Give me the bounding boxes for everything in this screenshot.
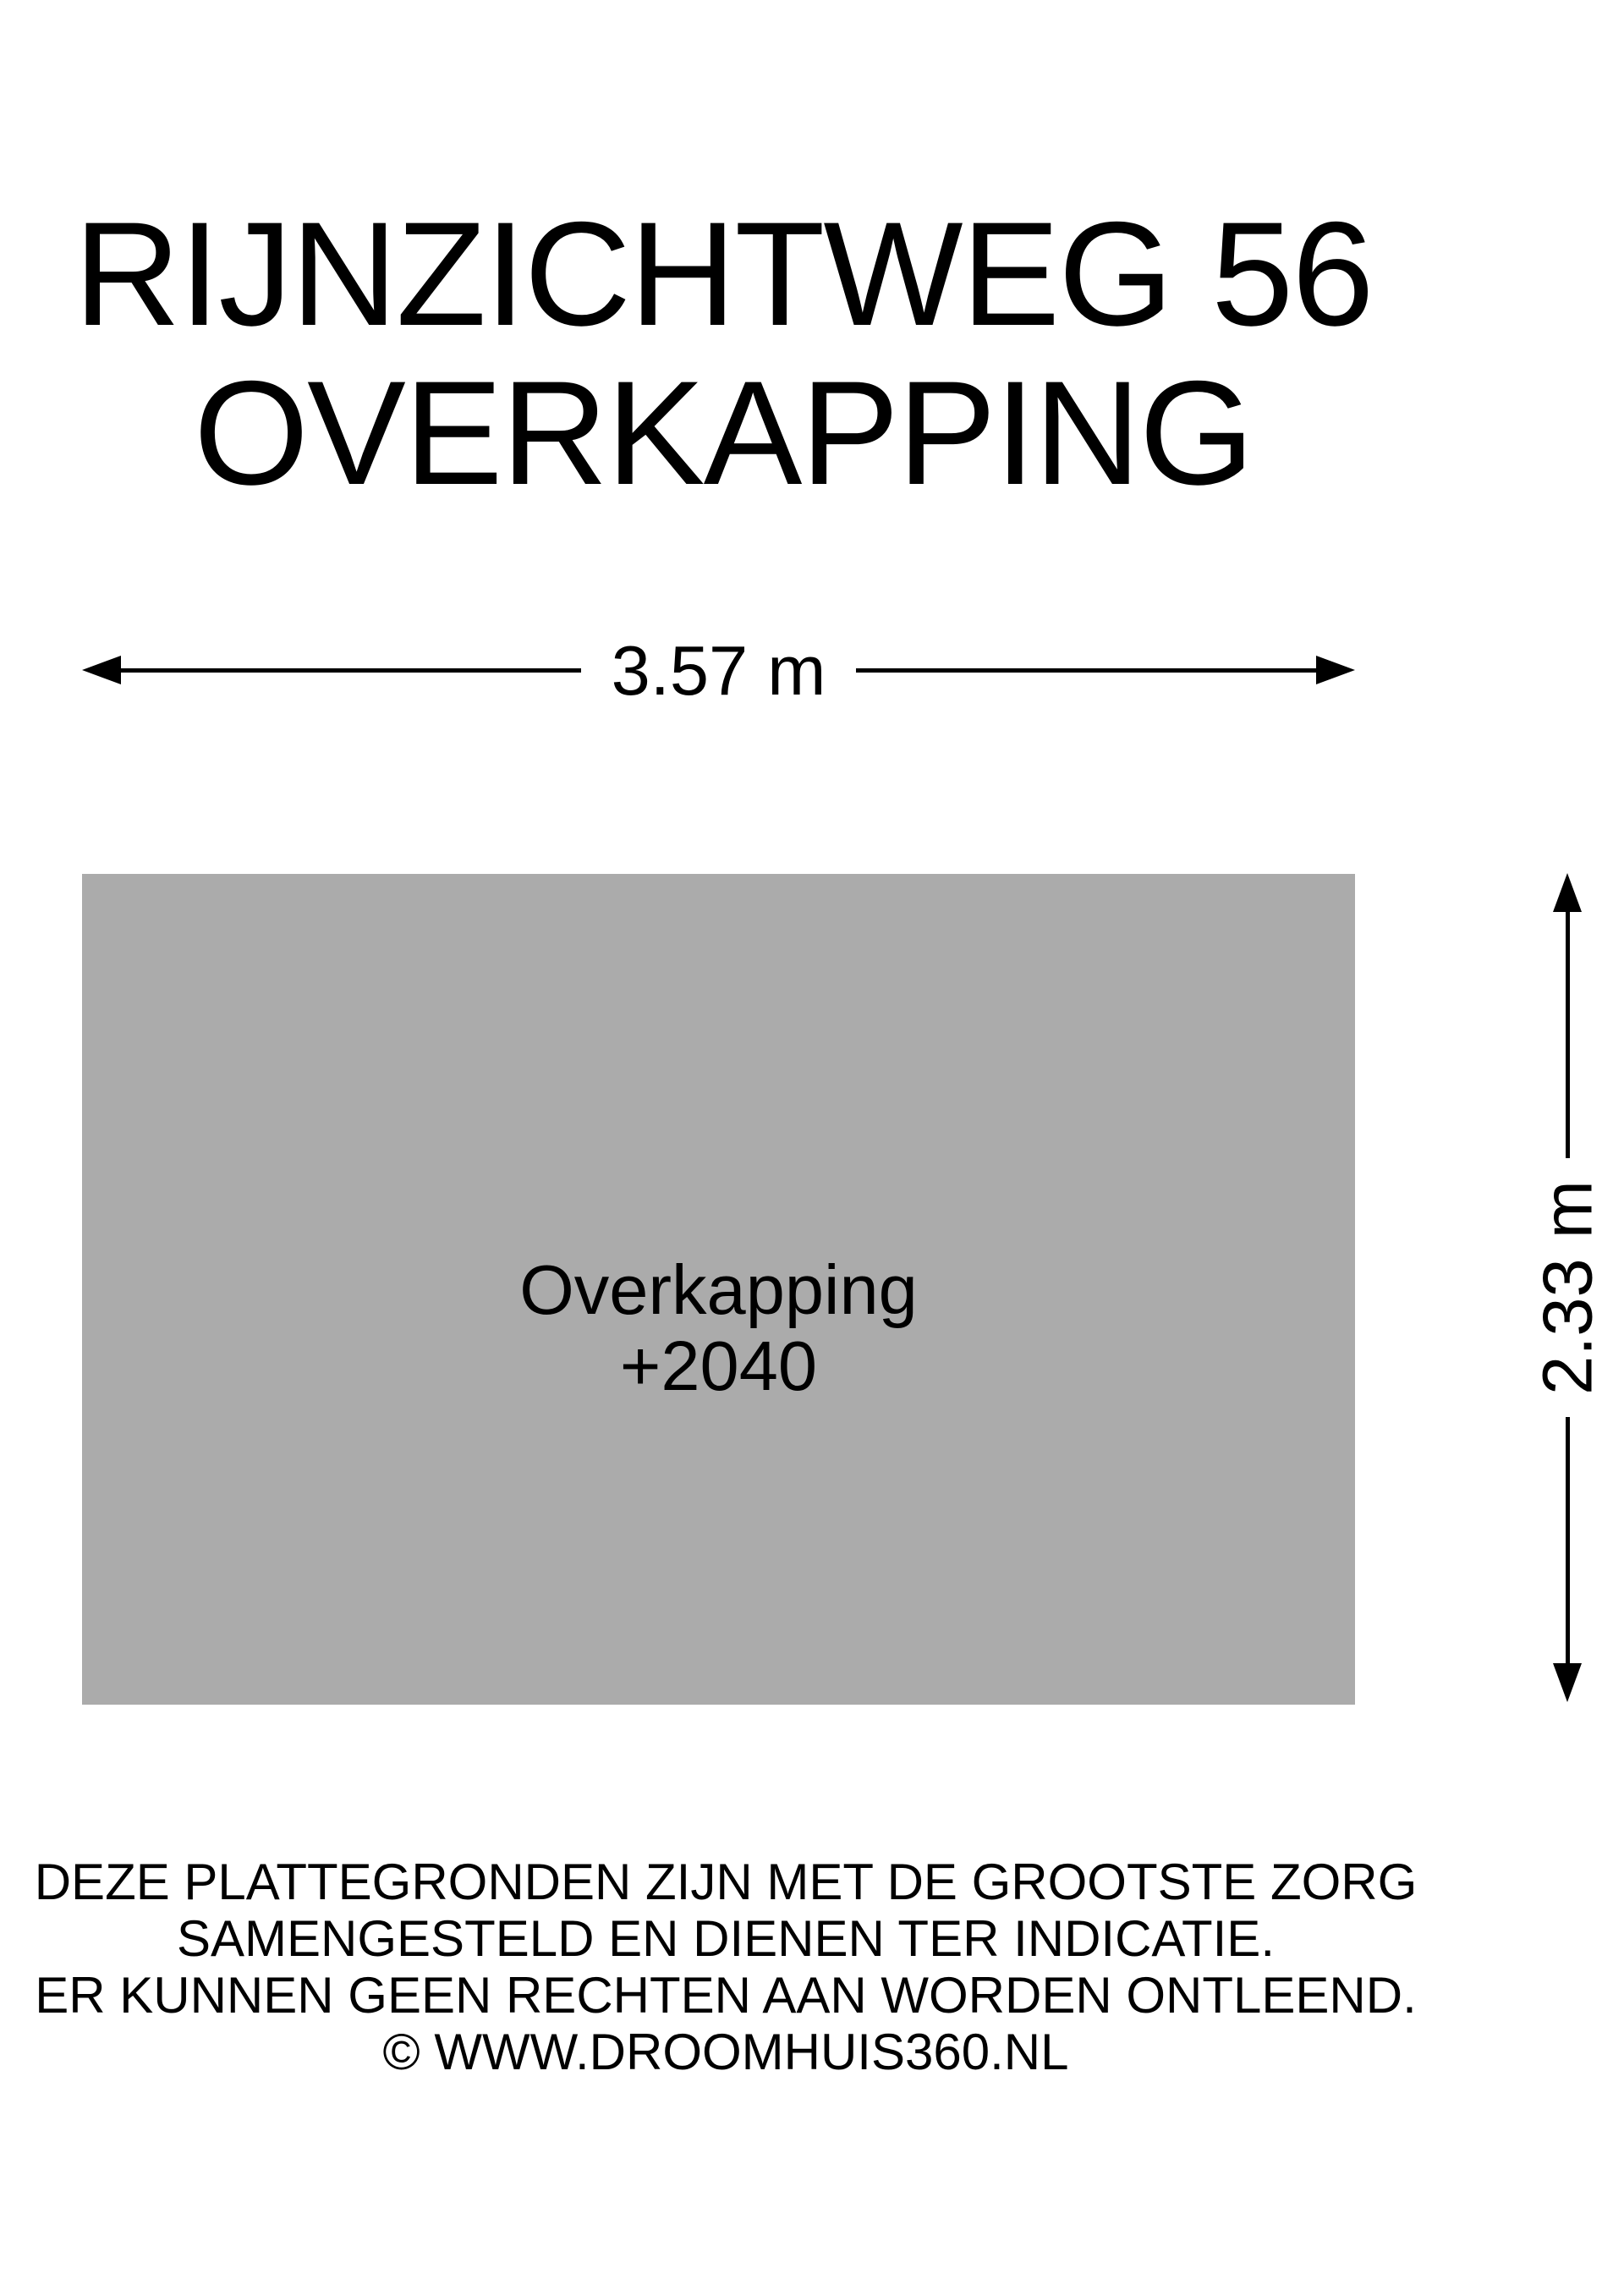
room-name: Overkapping [519, 1250, 918, 1329]
height-dimension [1528, 873, 1607, 1702]
disclaimer-line: SAMENGESTELD EN DIENEN TER INDICATIE. [177, 1910, 1275, 1967]
arrow-down-icon [1553, 1663, 1582, 1702]
arrow-up-icon [1553, 873, 1582, 912]
disclaimer-line: DEZE PLATTEGRONDEN ZIJN MET DE GROOTSTE ZORG [34, 1854, 1418, 1910]
arrow-right-icon [1316, 656, 1355, 684]
dimension-line-right [856, 668, 1316, 673]
room-overkapping [82, 874, 1355, 1705]
width-dimension [82, 630, 1355, 710]
title-line-structure: OVERKAPPING [194, 351, 1253, 516]
height-dimension-label: 2.33 m [1528, 1180, 1607, 1395]
page-title [0, 192, 1446, 516]
dimension-line-top [1566, 912, 1570, 1158]
width-dimension-label: 3.57 m [611, 630, 826, 710]
height-dimension-label-wrap [1528, 1158, 1607, 1417]
room-elevation: +2040 [619, 1327, 818, 1405]
dimension-line-bottom [1566, 1417, 1570, 1663]
disclaimer-line: ER KUNNEN GEEN RECHTEN AAN WORDEN ONTLEEND. [35, 1967, 1417, 2024]
dimension-line-left [121, 668, 581, 673]
title-line-address: RIJNZICHTWEG 56 [74, 192, 1373, 357]
disclaimer-copyright: © WWW.DROOMHUIS360.NL [382, 2024, 1069, 2080]
arrow-left-icon [82, 656, 121, 684]
room-label [519, 1252, 918, 1404]
disclaimer [0, 1854, 1451, 2080]
